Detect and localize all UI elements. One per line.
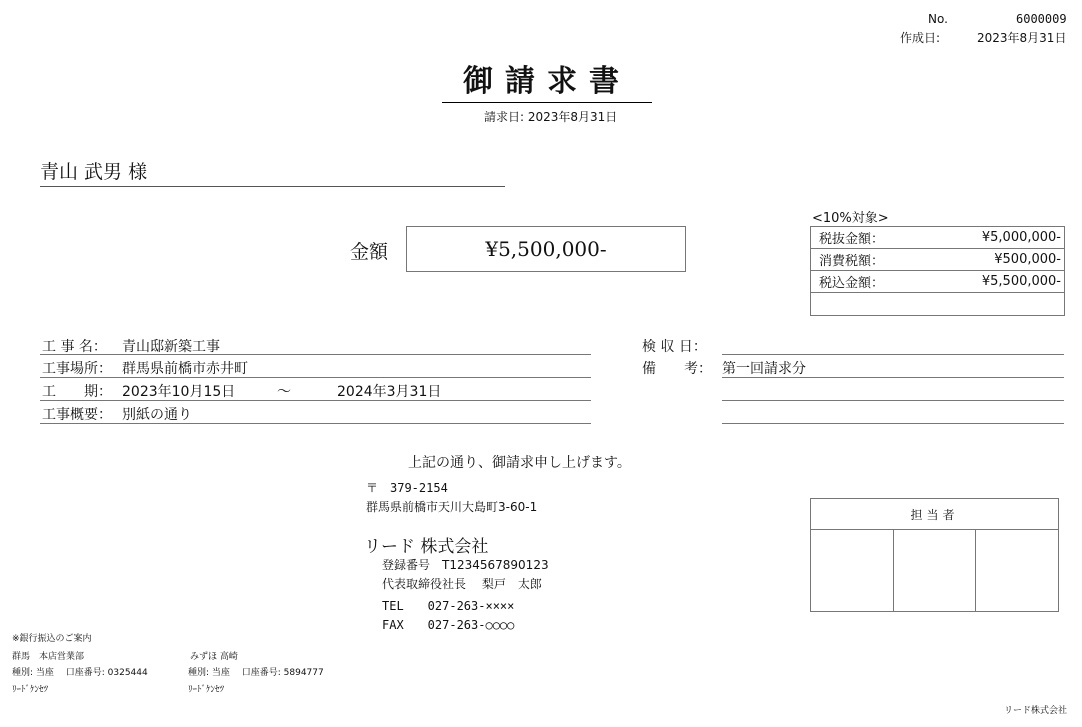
project-place-field [42,358,248,378]
bank1-holder: ﾘｰﾄﾞｹﾝｾﾂ [12,685,49,695]
footer-company: リード株式会社 [1004,706,1068,716]
issuer-company: リード 株式会社 [364,537,489,557]
tax-row-blank [811,293,1065,316]
divider [40,377,591,378]
bank1-name: 群馬 本店営業部 [12,652,85,662]
bank-heading: ※銀行振込のご案内 [12,634,92,644]
project-summary-field [42,404,192,424]
issuer-tel: TEL 027-263-×××× [382,599,515,613]
request-date: 請求日: 2023年8月31日 [484,110,618,124]
created-date-label: 作成日: [900,31,941,45]
project-summary-label: 工事概要： [42,407,112,423]
project-name-field [42,336,220,356]
tax-label: 消費税額： [811,249,927,271]
tax-heading: <10%対象> [812,211,889,226]
divider [722,423,1064,424]
remarks-value: 第一回請求分 [722,361,806,377]
project-place-value: 群馬県前橋市赤井町 [122,361,248,377]
issuer-address: 群馬県前橋市天川大島町3-60-1 [366,500,538,514]
divider [40,354,591,355]
period-end: 2024年3月31日 [337,384,442,400]
bank2-account: 種別: 当座 口座番号: 5894777 [188,668,324,678]
issuer-registration: 登録番号 T1234567890123 [382,558,549,572]
created-date-value: 2023年8月31日 [977,31,1067,45]
amount-label: 金額 [350,241,389,263]
divider [722,354,1064,355]
inspection-field [642,336,722,356]
tax-value: ¥5,000,000- [927,227,1065,249]
period-separator: ～ [277,384,291,400]
invoice-no-label: No. [928,12,948,26]
tax-value: ¥500,000- [927,249,1065,271]
staff-label: 担当者 [811,499,1059,530]
period-start: 2023年10月15日 [122,384,236,400]
project-period-field [42,381,441,401]
issuer-representative: 代表取締役社長 梨戸 太郎 [382,577,542,591]
stamp-cell [811,530,894,612]
project-place-label: 工事場所： [42,361,112,377]
tax-row [811,271,1065,293]
tax-label: 税込金額： [811,271,927,293]
tax-table [810,226,1065,316]
tax-row [811,227,1065,249]
tax-row [811,249,1065,271]
document-title: 御請求書 [442,56,652,103]
divider [40,423,591,424]
staff-stamp-table [810,498,1059,612]
divider [722,400,1064,401]
amount-value: ¥5,500,000- [406,226,686,272]
divider [40,400,591,401]
project-name-label: 工 事 名： [42,339,107,355]
tax-value: ¥5,500,000- [927,271,1065,293]
client-name: 青山 武男 様 [40,157,505,187]
project-summary-value: 別紙の通り [122,407,192,423]
bank2-name: みずほ 高崎 [190,652,238,662]
project-name-value: 青山邸新築工事 [122,339,220,355]
tax-label: 税抜金額： [811,227,927,249]
stamp-cell [976,530,1059,612]
remarks-label: 備 考： [642,361,712,377]
bank1-account: 種別: 当座 口座番号: 0325444 [12,668,148,678]
greeting: 上記の通り、御請求申し上げます。 [408,455,631,471]
invoice-no-value: 6000009 [1016,12,1067,26]
bank2-holder: ﾘｰﾄﾞｹﾝｾﾂ [188,685,225,695]
remarks-field [642,358,806,378]
issuer-postal: 〒 379-2154 [366,481,448,495]
stamp-cell [893,530,976,612]
issuer-fax: FAX 027-263-○○○○ [382,618,515,632]
inspection-label: 検 収 日： [642,339,707,355]
divider [722,377,1064,378]
project-period-label: 工 期： [42,384,112,400]
